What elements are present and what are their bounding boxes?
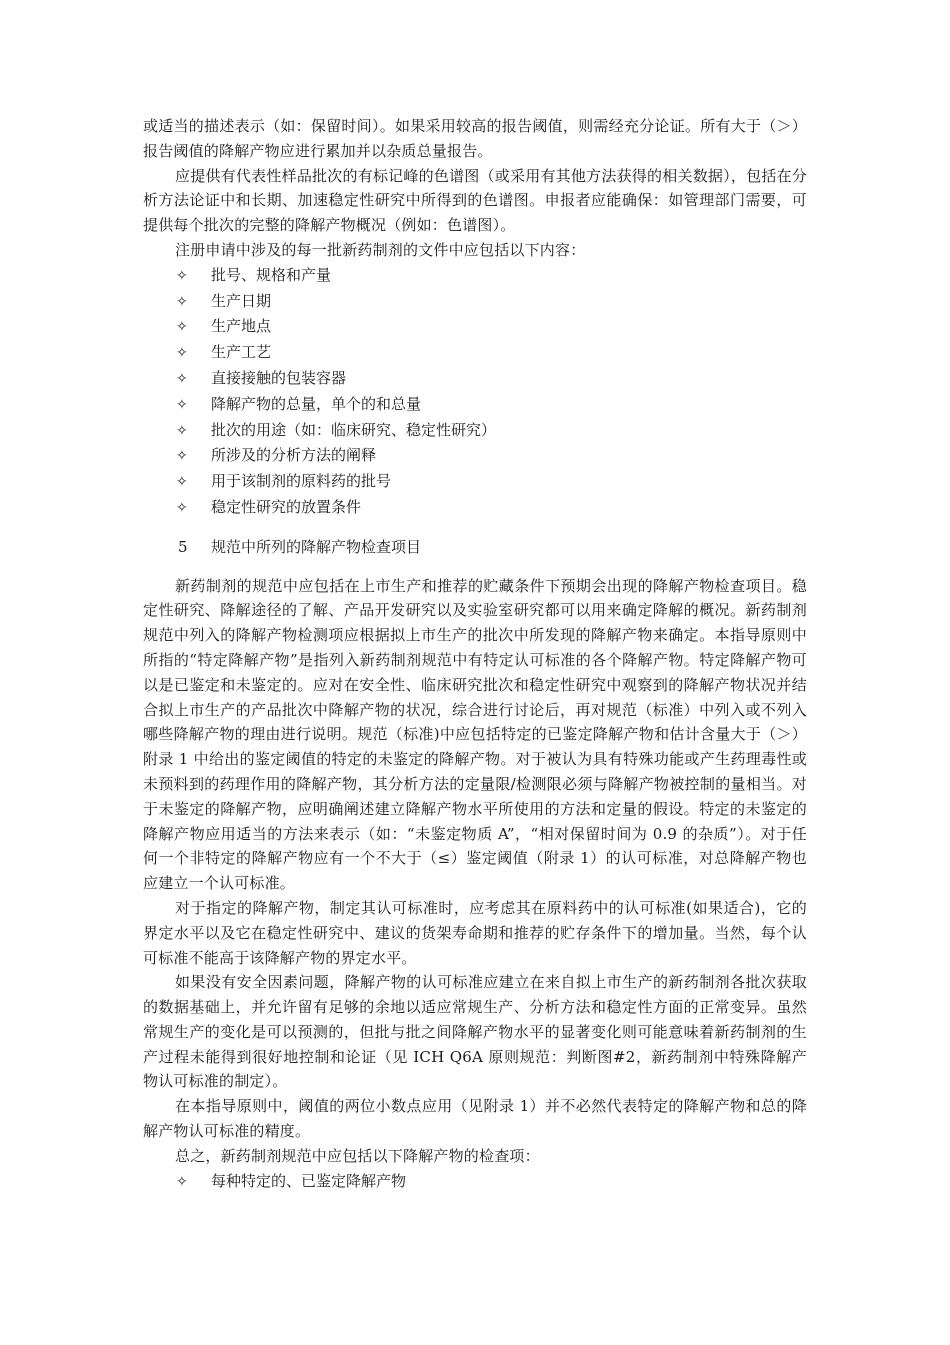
list-item-text: 生产工艺 — [211, 343, 272, 362]
bullet-icon: ✧ — [176, 396, 188, 413]
list-item-text: 用于该制剂的原料药的批号 — [211, 472, 392, 491]
section-number: 5 — [178, 537, 188, 556]
list-item — [143, 469, 807, 495]
list-item-text: 批次的用途（如：临床研究、稳定性研究） — [211, 420, 497, 439]
paragraph-threshold-precision: 在本指导原则中，阈值的两位小数点应用（见附录 1）并不必然代表特定的降解产物和总的降解产物认可标准的精度。 — [143, 1097, 807, 1141]
bullet-icon: ✧ — [176, 422, 188, 439]
list-item — [143, 392, 807, 418]
list-item — [143, 495, 807, 521]
paragraph-batch-documentation: 注册申请中涉及的每一批新药制剂的文件中应包括以下内容： — [175, 240, 586, 259]
paragraph-chromatograms: 应提供有代表性样品批次的有标记峰的色谱图（或采用有其他方法获得的相关数据），包括在分析方法论证中和长期、加速稳定性研究中所得到的色谱图。申报者应能确保：如管理部门需要，可提供每个批次的完整的降解产物概况（例如：色谱图）。 — [143, 166, 807, 235]
section-heading — [143, 535, 807, 560]
paragraph-spec-degradation: 新药制剂的规范中应包括在上市生产和推荐的贮藏条件下预期会出现的降解产物检查项目。稳定性研究、降解途径的了解、产品开发研究以及实验室研究都可以用来确定降解的概况。新药制剂规范中列入的降解产物检测项应根据拟上市生产的批次中所发现的降解产物来确定。本指导原则中所指的“特定降解产物”是指列入新药制剂规范中有特定认可标准的各个降解产物。特定降解产物可以是已鉴定和未鉴定的。应对在安全性、临床研究批次和稳定性研究中观察到的降解产物状况并结合拟上市生产的产品批次中降解产物的状况，综合进行讨论后，再对规范（标准）中列入或不列入哪些降解产物的理由进行说明。规范（标准)中应包括特定的已鉴定降解产物和估计含量大于（＞）附录 1 中给出的鉴定阈值的特定的未鉴定的降解产物。对于被认为具有特殊功能或产生药理毒性或未预料到的药理作用的降解产物，其分析方法的定量限/检测限必须与降解产物被控制的量相当。对于未鉴定的降解产物，应明确阐述建立降解产物水平所使用的方法和定量的假设。特定的未鉴定的降解产物应用适当的方法来表示（如：“未鉴定物质 A”，“相对保留时间为 0.9 的杂质”）。对于任何一个非特定的降解产物应有一个不大于（≤）鉴定阈值（附录 1）的认可标准，对总降解产物也应建立一个认可标准。 — [143, 576, 807, 893]
batch-info-list — [143, 263, 807, 521]
bullet-icon: ✧ — [176, 1173, 188, 1190]
bullet-icon: ✧ — [176, 370, 188, 387]
list-item-text: 每种特定的、已鉴定降解产物 — [211, 1171, 407, 1190]
list-item — [143, 366, 807, 392]
list-item-text: 生产日期 — [211, 291, 272, 310]
bullet-icon: ✧ — [176, 345, 188, 362]
list-item — [143, 443, 807, 469]
list-item-text: 生产地点 — [211, 317, 272, 336]
bullet-icon: ✧ — [176, 474, 188, 491]
list-item — [143, 263, 807, 289]
list-item — [143, 418, 807, 444]
section-title: 规范中所列的降解产物检查项目 — [211, 537, 422, 556]
paragraph-safety-data: 如果没有安全因素问题，降解产物的认可标准应建立在来自拟上市生产的新药制剂各批次获取的数据基础上，并允许留有足够的余地以适应常规生产、分析方法和稳定性方面的正常变异。虽然常规生产的变化是可以预测的，但批与批之间降解产物水平的显著变化则可能意味着新药制剂的生产过程未能得到很好地控制和论证（见 ICH Q6A 原则规范：判断图#2，新药制剂中特殊降解产物认可标准的制定）。 — [143, 973, 807, 1091]
bullet-icon: ✧ — [176, 499, 188, 516]
list-item-text: 直接接触的包装容器 — [211, 368, 347, 387]
document-page — [143, 114, 807, 1194]
list-item-text: 批号、规格和产量 — [211, 265, 332, 284]
list-item — [143, 1169, 807, 1195]
bullet-icon: ✧ — [176, 293, 188, 310]
list-item — [143, 340, 807, 366]
bullet-icon: ✧ — [176, 448, 188, 465]
paragraph-summary: 总之，新药制剂规范中应包括以下降解产物的检查项： — [175, 1146, 540, 1165]
bullet-icon: ✧ — [176, 267, 188, 284]
list-item-text: 稳定性研究的放置条件 — [211, 497, 362, 516]
bullet-icon: ✧ — [176, 319, 188, 336]
list-item — [143, 314, 807, 340]
list-item-text: 降解产物的总量，单个的和总量 — [211, 394, 422, 413]
list-item-text: 所涉及的分析方法的阐释 — [211, 446, 377, 465]
paragraph-report-threshold: 或适当的描述表示（如：保留时间）。如果采用较高的报告阈值，则需经充分论证。所有大于（＞）报告阈值的降解产物应进行累加并以杂质总量报告。 — [143, 117, 807, 160]
list-item — [143, 289, 807, 315]
paragraph-acceptance-criteria: 对于指定的降解产物，制定其认可标准时，应考虑其在原料药中的认可标准(如果适合)，它的界定水平以及它在稳定性研究中、建议的货架寿命期和推荐的贮存条件下的增加量。当然，每个认可标准不能高于该降解产物的界定水平。 — [143, 898, 807, 967]
spec-items-list — [143, 1169, 807, 1195]
